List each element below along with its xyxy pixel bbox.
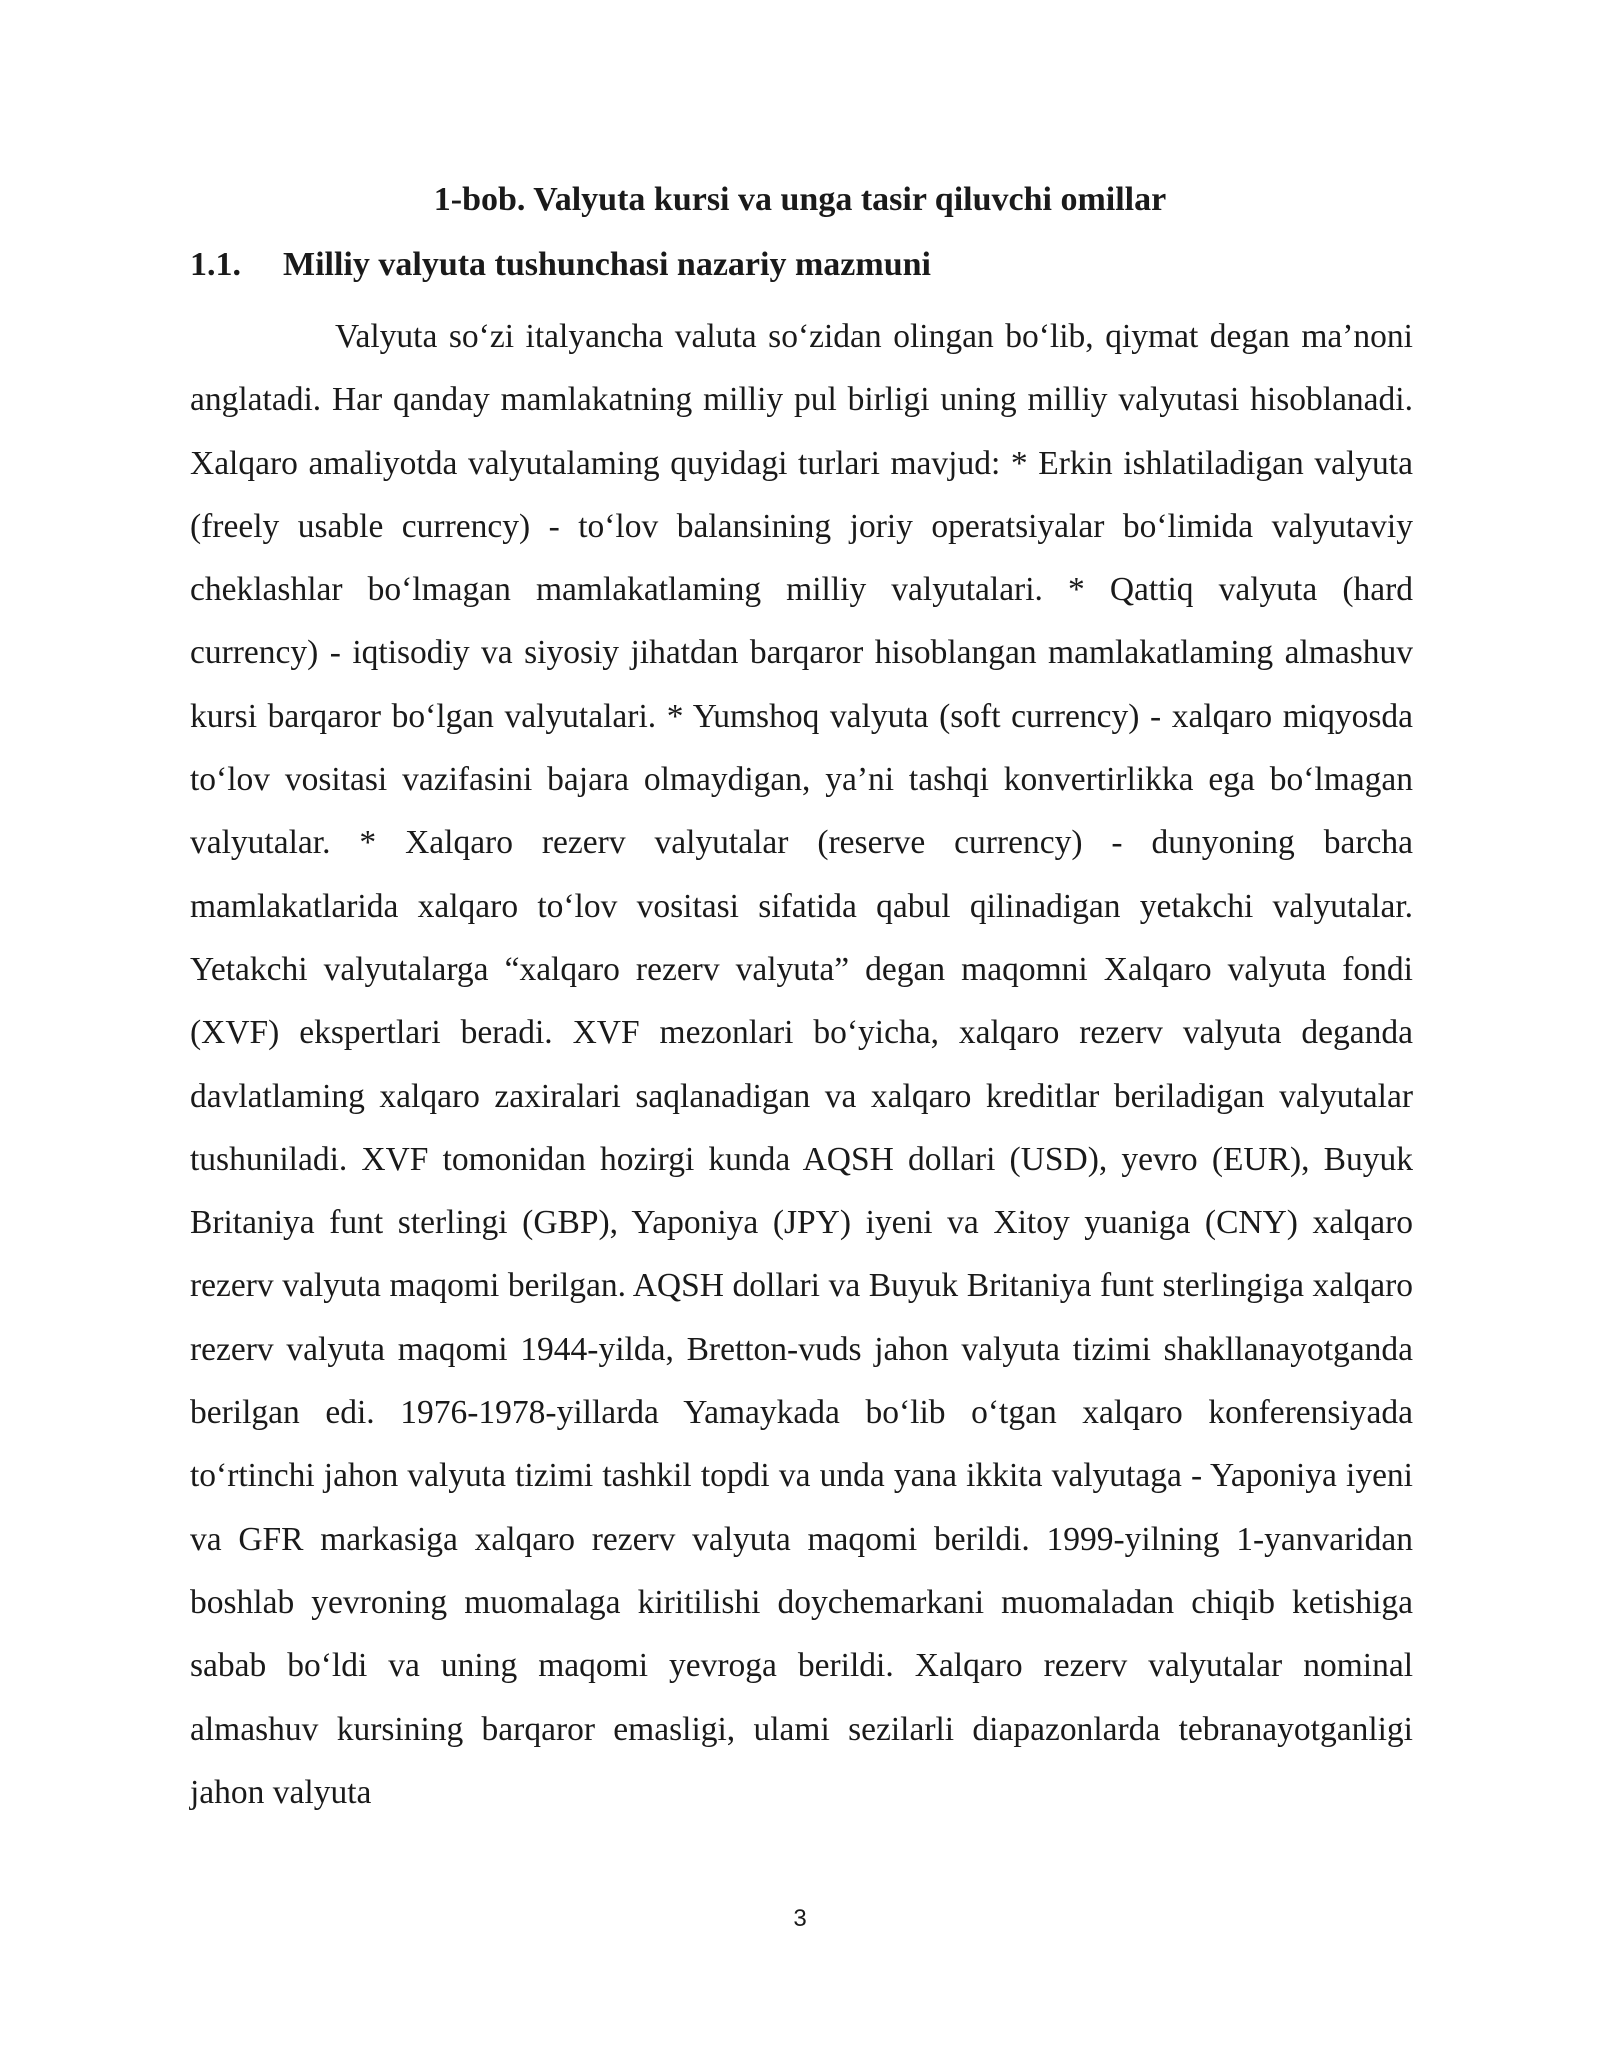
chapter-title: 1-bob. Valyuta kursi va unga tasir qiluvchi omillar [433,181,1167,218]
section-number: 1.1. [190,246,241,283]
page-number: 3 [793,1905,807,1932]
section-title: Milliy valyuta tushunchasi nazariy mazmuni [283,246,931,283]
body-paragraph: Valyuta so‘zi italyancha valuta so‘zidan olingan bo‘lib, qiymat degan ma’noni anglatadi. Har qanday mamlakatning milliy pul birligi uning milliy valyutasi hisoblanadi. Xalqaro amaliyotda valyutalaming quyidagi turlari mavjud: * Erkin ishlatiladigan valyuta (freely usable currency) - to‘lov balansining joriy operatsiyalar bo‘limida valyutaviy cheklashlar bo‘lmagan mamlakatlaming milliy valyutalari. * Qattiq valyuta (hard currency) - iqtisodiy va siyosiy jihatdan barqaror hisoblangan mamlakatlaming almashuv kursi barqaror bo‘lgan valyutalari. * Yumshoq valyuta (soft currency) - xalqaro miqyosda to‘lov vositasi vazifasini bajara olmaydigan, ya’ni tashqi konvertirlikka ega bo‘lmagan valyutalar. * Xalqaro rezerv valyutalar (reserve currency) - dunyoning barcha mamlakatlarida xalqaro to‘lov vositasi sifatida qabul qilinadigan yetakchi valyutalar. Yetakchi valyutalarga “xalqaro rezerv valyuta” degan maqomni Xalqaro valyuta fondi (XVF) ekspertlari beradi. XVF mezonlari bo‘yicha, xalqaro rezerv valyuta deganda davlatlaming xalqaro zaxiralari saqlanadigan va xalqaro kreditlar beriladigan valyutalar tushuniladi. XVF tomonidan hozirgi kunda AQSH dollari (USD), yevro (EUR), Buyuk Britaniya funt sterlingi (GBP), Yaponiya (JPY) iyeni va Xitoy yuaniga (CNY) xalqaro rezerv valyuta maqomi berilgan. AQSH dollari va Buyuk Britaniya funt sterlingiga xalqaro rezerv valyuta maqomi 1944-yilda, Bretton-vuds jahon valyuta tizimi shakllanayotganda berilgan edi. 1976-1978-yillarda Yamaykada bo‘lib o‘tgan xalqaro konferensiyada to‘rtinchi jahon valyuta tizimi tashkil topdi va unda yana ikkita valyutaga - Yaponiya iyeni va GFR markasiga xalqaro rezerv valyuta maqomi berildi. 1999-yilning 1-yanvaridan boshlab yevroning muomalaga kiritilishi doychemarkani muomaladan chiqib ketishiga sabab bo‘ldi va uning maqomi yevroga berildi. Xalqaro rezerv valyutalar nominal almashuv kursining barqaror emasligi, ulami sezilarli diapazonlarda tebranayotganligi jahon valyuta [190,318,1413,1811]
section-heading [190,240,931,290]
